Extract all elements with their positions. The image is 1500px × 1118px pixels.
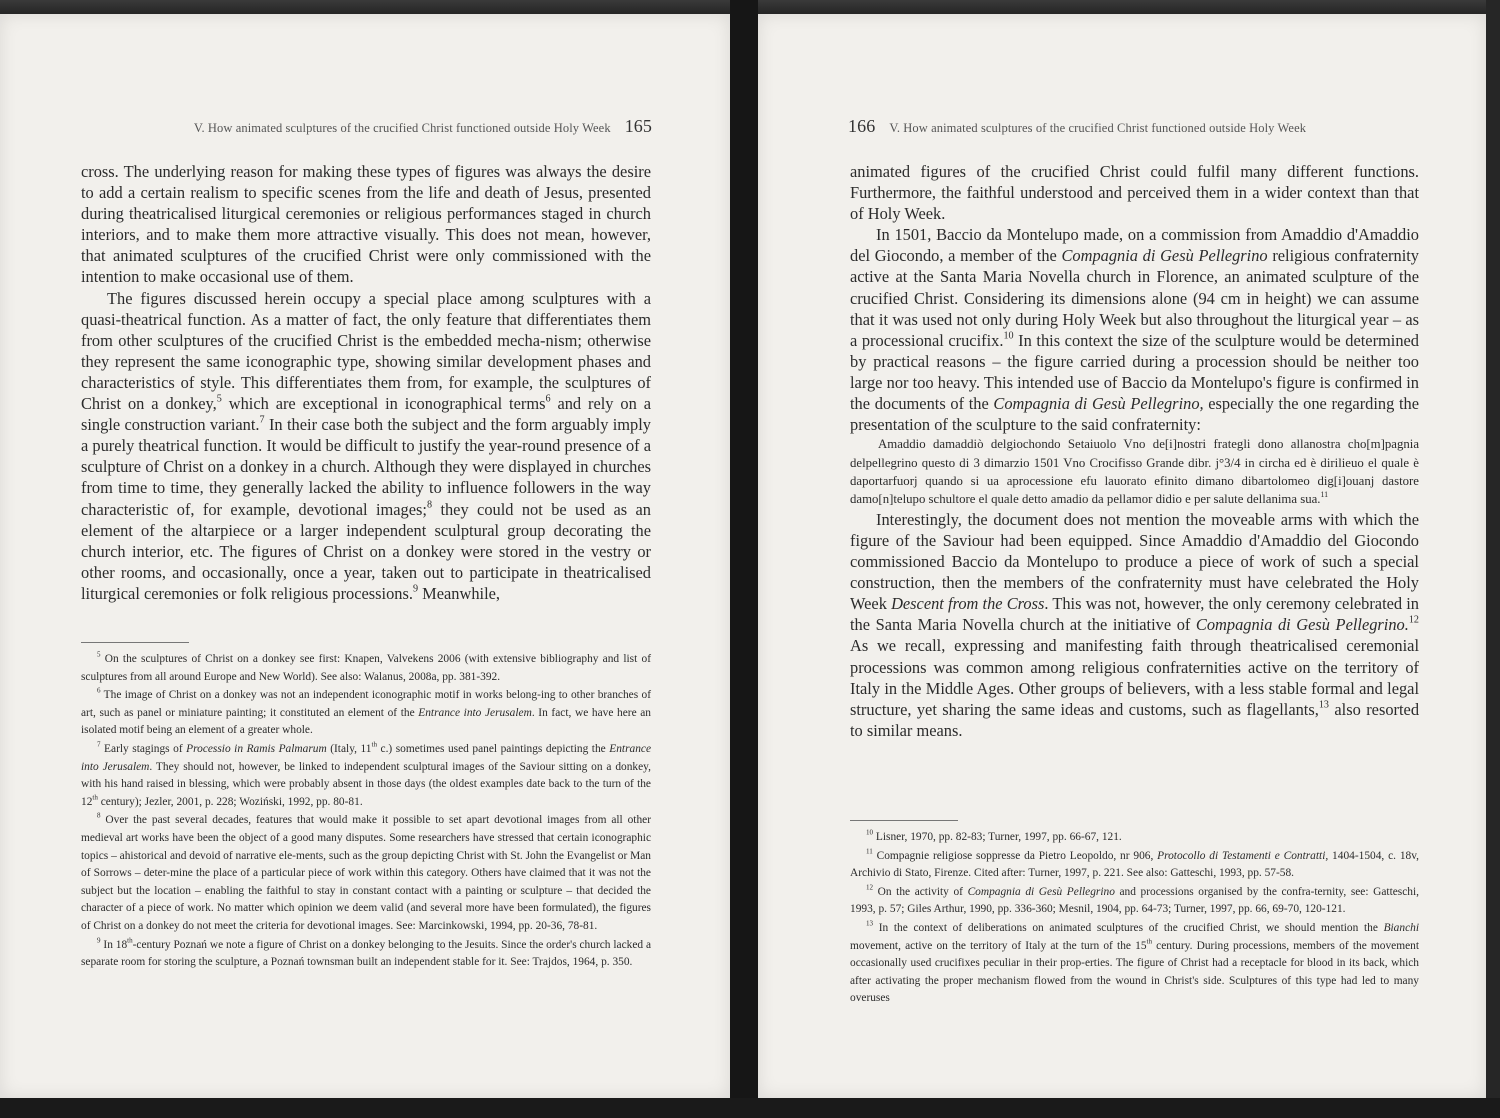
footnote-ref: 9 [412, 583, 419, 595]
scan-background-bottom [0, 1098, 1500, 1118]
footnote-ref: 10 [1003, 330, 1014, 342]
running-head-text: V. How animated sculptures of the crucified Christ functioned outside Holy Week [889, 121, 1307, 135]
footnote-ref: 12 [1408, 614, 1419, 626]
paragraph: Interestingly, the document does not mention the moveable arms with which the figure of the Saviour had been equipped. Since Amaddio d'Amaddio del Giocondo commissioned Baccio da Montelupo to produce a piece of work of such a special construction, then the members of the confraternity must have celebrated the Holy Week Descent from the Cross. This was not, however, the only ceremony celebrated in the Santa Maria Novella church at the initiative of Compagnia di Gesù Pellegrino.$^{12}$ As we recall, expressing and manifesting faith through theatricalised ceremonial processions was common among religious confraternities active on the territory of Italy in the Middle Ages. Other groups of believers, with a less stable formal and legal structure, yet sharing the same ideas and customs, such as flagellants,$^{13}$ also resorted to similar means. [850, 509, 1420, 740]
running-head-right [848, 116, 1306, 137]
document-quotation: Amaddio damaddiò delgiochondo Setaiuolo Vno de[i]nostri frategli dono allanostra cho[m]pagnia delpellegrino questo di 3 dimarzio 1501 Vno Crocifisso Grande dibr. j°3/4 in circha ed è dirilieuo el quale è daportarfuorj quando si ua aprocessione efu lauorato efinito dimano dibartolomeo dig[i]ouanj dastore damo[n]telupo schultore el quale detto amadio da pellamor didio e per salute dellanima sua.$^{11}$ [850, 437, 1419, 507]
left-body-text [81, 161, 651, 604]
left-footnotes [81, 642, 651, 973]
footnote-5: $^5$ On the sculptures of Christ on a donkey see first: Knapen, Valvekens 2006 (with extensive bibliography and list of sculptures from all around Europe and New World). See also: Walanus, 2008a, pp. 381-392. [81, 650, 651, 683]
paragraph: In 1501, Baccio da Montelupo made, on a commission from Amaddio d'Amaddio del Giocondo, a member of the Compagnia di Gesù Pellegrino religious confraternity active at the Santa Maria Novella church in Florence, an animated sculpture of the crucified Christ. Considering its dimensions alone (94 cm in height) we can assume that it was used not only during Holy Week but also throughout the liturgical year – as a processional crucifix.$^{10}$ In this context the size of the sculpture would be determined by practical reasons – the figure carried during a procession should be neither too large nor too heavy. This intended use of Baccio da Montelupo's figure is confirmed in the documents of the Compagnia di Gesù Pellegrino, especially the one regarding the presentation of the sculpture to the said confraternity: [850, 225, 1419, 435]
footnote-ref: 5 [216, 393, 222, 405]
footnote-ref: 13 [1318, 699, 1329, 711]
paragraph: animated figures of the crucified Christ could fulfil many different functions. Furthermore, the faithful understood and perceived them in a wider context than that of Holy Week. [850, 162, 1419, 224]
page-number-166: 166 [848, 116, 876, 136]
footnote-ref: 6 [545, 393, 551, 405]
right-page [758, 14, 1486, 1098]
right-footnotes [850, 820, 1419, 1009]
footnote-9: $^9$ In 18th-century Poznań we note a figure of Christ on a donkey belonging to the Jesuits. Since the order's church lacked a separate room for storing the sculpture, a Poznań townsman built an independent stable for it. See: Trajdos, 1964, p. 350. [81, 936, 652, 969]
running-head-left [194, 116, 652, 137]
footnote-6: $^6$ The image of Christ on a donkey was not an independent iconographic motif in works belong-ing to other branches of art, such as panel or miniature painting; it constituted an element of the Entrance into Jerusalem. In fact, we have here an isolated motif being an element of a greater whole. [81, 686, 652, 737]
footnote-ref: 11 [1320, 490, 1329, 500]
footnote-divider [850, 820, 958, 821]
footnote-8: $^8$ Over the past several decades, features that would make it possible to set apart devotional images from all other medieval art works have been the object of a good many disputes. Some researchers have stressed that certain iconographic topics – ahistorical and devoid of narrative ele-ments, such as the group depicting Christ with St. John the Evangelist or Man of Sorrows – deter-mine the place of a particular piece of work within this category. Others have claimed that it was not the subject but the location – enabling the faithful to stay in constant contact with a painting or sculpture – that decided the character of a piece of work. No matter which opinion we deem valid (and several more have been formulated), the figures of Christ on a donkey do not meet the criteria for devotional images. See: Marcinkowski, 1994, pp. 20-36, 78-81. [81, 812, 651, 932]
footnote-12: $^{12}$ On the activity of Compagnia di Gesù Pellegrino and processions organised by the confra-ternity, see: Gatteschi, 1993, p. 57; Giles Arthur, 1990, pp. 336-360; Mesnil, 1904, pp. 64-73; Turner, 1997, pp. 66, 69-70, 120-121. [850, 883, 1419, 916]
footnote-divider [81, 642, 189, 643]
book-gutter [730, 0, 758, 1118]
left-page [0, 14, 730, 1098]
paragraph: The figures discussed herein occupy a special place among sculptures with a quasi-theatrical function. As a matter of fact, the only feature that differentiates them from other sculptures of the crucified Christ is the embedded mecha-nism; otherwise they represent the same iconographic type, showing similar development phases and characteristics of style. This differentiates them from, for example, the sculptures of Christ on a donkey,$^5$ which are exceptional in iconographical terms$^6$ and rely on a single construction variant.$^7$ In their case both the subject and the form arguably imply a purely theatrical function. It would be difficult to justify the year-round presence of a sculpture of Christ on a donkey in a church. Although they were displayed in churches from time to time, they generally lacked the ability to influence followers in the way characteristic of, for example, devotional images;$^8$ they could not be used as an element of the altarpiece or a larger independent sculptural group decorating the church interior, etc. The figures of Christ on a donkey were stored in the vestry or other rooms, and occasionally, once a year, taken out to participate in theatricalised liturgical ceremonies or folk religious processions.$^9$ Meanwhile, [81, 288, 652, 603]
footnote-11: $^{11}$ Compagnie religiose soppresse da Pietro Leopoldo, nr 906, Protocollo di Testamenti e Contratti, 1404-1504, c. 18v, Archivio di Stato, Firenze. Cited after: Turner, 1997, p. 221. See also: Gatteschi, 1993, pp. 57-58. [850, 847, 1420, 880]
footnote-ref: 7 [259, 414, 265, 426]
footnote-10: $^{10}$ Lisner, 1970, pp. 82-83; Turner, 1997, pp. 66-67, 121. [866, 828, 1122, 843]
scan-background-right [1486, 0, 1500, 1118]
right-body-text [850, 161, 1419, 741]
paragraph: cross. The underlying reason for making these types of figures was always the desire to add a certain realism to specific scenes from the life and death of Jesus, presented during theatricalised liturgical ceremonies or religious performances staged in church interiors, and to make them more attractive visually. This does not mean, however, that animated sculptures of the crucified Christ were only commissioned with the intention to make occasional use of them. [81, 162, 651, 287]
page-number-165: 165 [624, 116, 652, 136]
footnote-7: $^7$ Early stagings of Processio in Ramis Palmarum (Italy, 11th c.) sometimes used panel paintings depicting the Entrance into Jerusalem. They should not, however, be linked to independent sculptural images of the Saviour sitting on a donkey, with his hand raised in blessing, which were probably absent in those days (the oldest examples date back to the turn of the 12th century); Jezler, 2001, p. 228; Woziński, 1992, pp. 80-81. [81, 740, 652, 808]
footnote-13: $^{13}$ In the context of deliberations on animated sculptures of the crucified Christ, we should mention the Bianchi movement, active on the territory of Italy at the turn of the 15th century. During processions, members of the movement occasionally used crucifixes peculiar in their prop-erties. The figure of Christ had a receptacle for blood in its back, which after activating the proper mechanism flowed from the wound in Christ's side. Sculptures of this type had led to many overuses [850, 919, 1420, 1005]
footnote-ref: 8 [426, 498, 433, 510]
running-head-text: V. How animated sculptures of the crucified Christ functioned outside Holy Week [193, 121, 611, 135]
